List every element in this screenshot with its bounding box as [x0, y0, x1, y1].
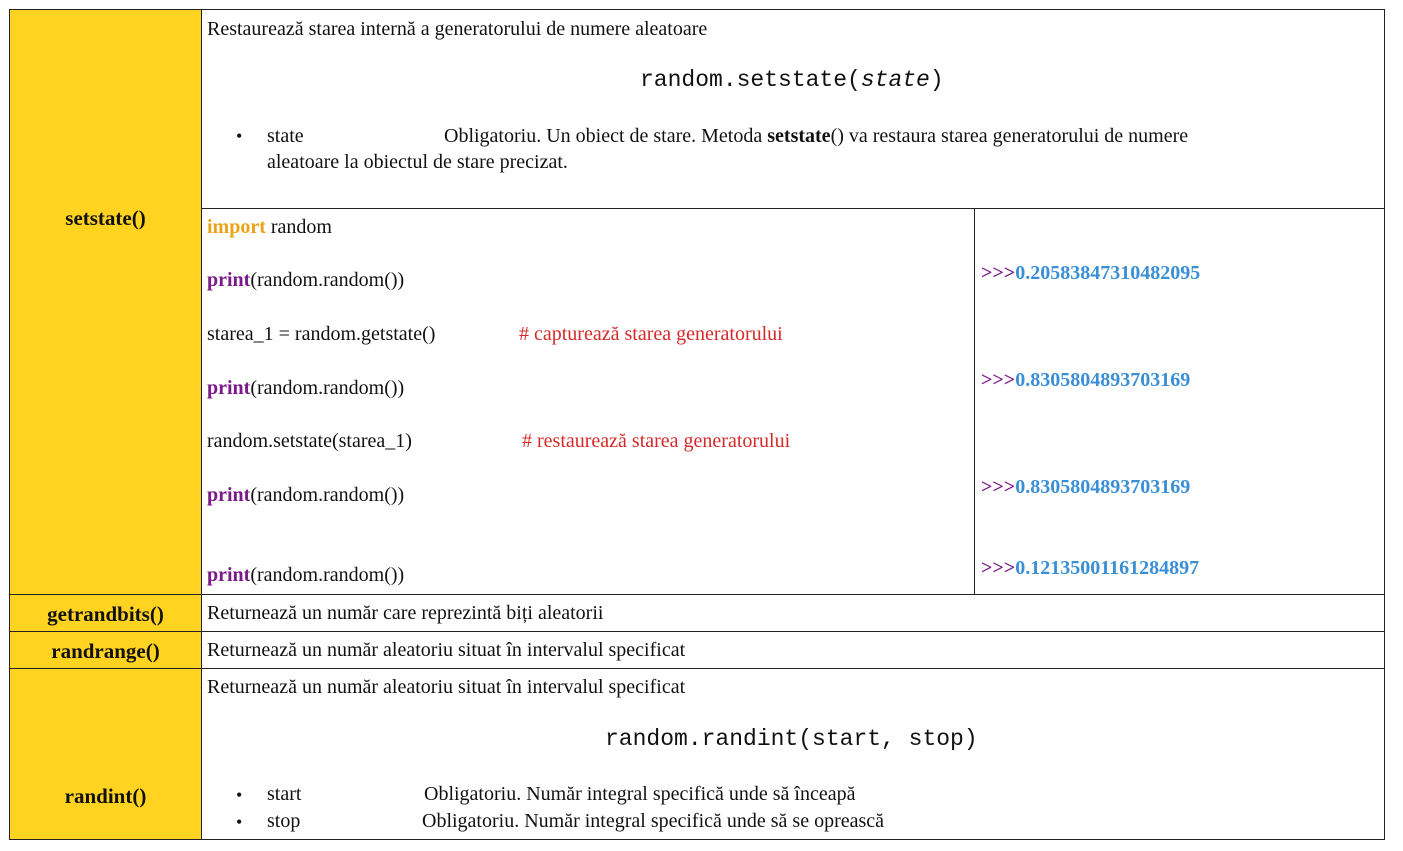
column-divider	[201, 10, 202, 839]
param-desc-before: Obligatoriu. Un obiect de stare. Metoda	[444, 125, 768, 147]
output-prompt: >>>	[981, 476, 1016, 498]
code-line-setstate: random.setstate(starea_1)	[207, 430, 412, 452]
output-prompt: >>>	[981, 262, 1016, 284]
code-text: random	[265, 216, 332, 238]
function-name-randint: randint()	[64, 784, 147, 808]
output-column-divider	[974, 208, 975, 595]
setstate-inner-divider	[201, 208, 1384, 209]
output-value: 0.8305804893703169	[1015, 369, 1191, 391]
output-line	[981, 557, 1199, 580]
syntax-suffix: )	[929, 67, 944, 93]
param-desc-bold: setstate	[767, 125, 831, 147]
randint-syntax: random.randint(start, stop)	[605, 726, 978, 752]
randint-description: Returnează un număr aleatoriu situat în intervalul specificat	[207, 676, 686, 698]
code-comment-getstate: # capturează starea generatorului	[519, 323, 783, 345]
function-name-setstate: setstate()	[65, 206, 146, 230]
output-value: 0.12135001161284897	[1015, 557, 1200, 579]
param-desc-stop: Obligatoriu. Număr integral specifică unde să se oprească	[422, 810, 885, 832]
code-line-getstate: starea_1 = random.getstate()	[207, 323, 436, 345]
row-divider	[10, 631, 1384, 632]
code-line-print-2	[207, 377, 404, 400]
param-desc-state	[444, 125, 1188, 148]
code-line-import	[207, 216, 332, 239]
param-desc-start: Obligatoriu. Număr integral specifică unde să înceapă	[424, 783, 856, 805]
code-text: (random.random())	[250, 377, 405, 399]
keyword-print: print	[207, 564, 251, 586]
code-text: (random.random())	[250, 484, 405, 506]
syntax-prefix: random.setstate(	[640, 67, 861, 93]
code-line-print-3	[207, 484, 404, 507]
syntax-param: state	[860, 67, 930, 93]
getrandbits-description: Returnează un număr care reprezintă biți aleatorii	[207, 602, 604, 624]
bullet-icon: •	[236, 812, 243, 832]
function-column	[10, 10, 201, 839]
output-line	[981, 476, 1190, 499]
param-name-start: start	[267, 783, 302, 805]
setstate-syntax	[640, 67, 944, 93]
output-value: 0.20583847310482095	[1015, 262, 1201, 284]
bullet-icon: •	[236, 785, 243, 805]
function-name-getrandbits: getrandbits()	[47, 602, 164, 626]
code-text: (random.random())	[250, 269, 405, 291]
row-divider	[10, 668, 1384, 669]
param-name-stop: stop	[267, 810, 301, 832]
keyword-print: print	[207, 377, 251, 399]
code-comment-setstate: # restaurează starea generatorului	[522, 430, 791, 452]
keyword-import: import	[207, 216, 266, 238]
function-name-randrange: randrange()	[51, 639, 160, 663]
param-name-state: state	[267, 125, 304, 147]
output-prompt: >>>	[981, 557, 1016, 579]
output-value: 0.8305804893703169	[1015, 476, 1191, 498]
setstate-description: Restaurează starea internă a generatorului de numere aleatoare	[207, 18, 708, 40]
randrange-description: Returnează un număr aleatoriu situat în intervalul specificat	[207, 639, 686, 661]
code-line-print-1	[207, 269, 404, 292]
code-text: (random.random())	[250, 564, 405, 586]
row-divider	[10, 594, 1384, 595]
output-line	[981, 369, 1190, 392]
keyword-print: print	[207, 484, 251, 506]
reference-table	[9, 9, 1385, 840]
bullet-icon: •	[236, 126, 243, 146]
code-line-print-4	[207, 564, 404, 587]
param-desc-after: () va restaura starea generatorului de numere	[830, 125, 1189, 147]
param-desc-state-line2: aleatoare la obiectul de stare precizat.	[267, 151, 568, 173]
output-line	[981, 262, 1200, 285]
keyword-print: print	[207, 269, 251, 291]
output-prompt: >>>	[981, 369, 1016, 391]
